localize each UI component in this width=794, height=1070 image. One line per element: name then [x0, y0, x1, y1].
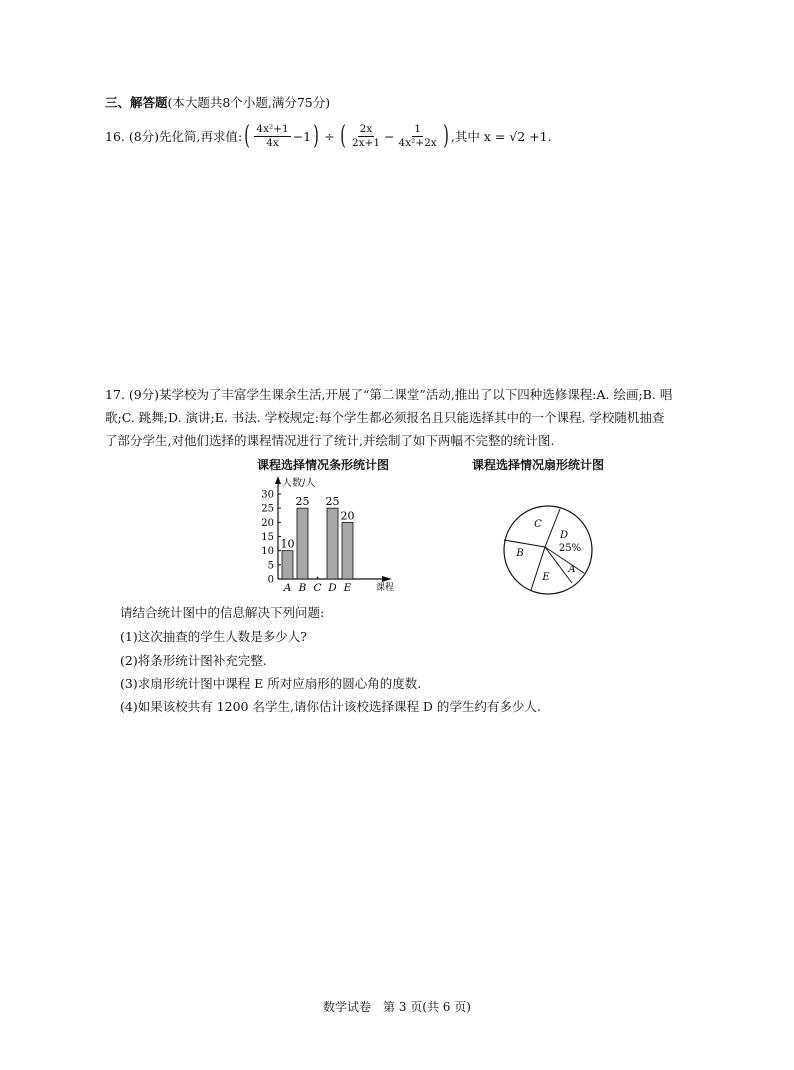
page-footer: 数学试卷 第 3 页(共 6 页) [323, 1000, 471, 1014]
bar-data-label-A: 10 [280, 537, 295, 551]
section-heading [105, 93, 330, 111]
bar-data-label-B: 25 [295, 495, 310, 509]
bar-chart-title: 课程选择情况条形统计图 [257, 458, 390, 472]
question-16: 16. (8分)先化简,再求值: ( $\frac{\text{4x²+1}}{4x}$ −1 ) ÷ ( $\frac{2x}{2x+1}$ − $\frac{1}{\text{4x²+2x}}$ ) ,其中 x = √2 +1. [105, 121, 552, 151]
q17-sub-1: (1)这次抽查的学生人数是多少人? [120, 629, 307, 644]
q16-label: 16. (8分)先化简,再求值: [105, 129, 243, 144]
q16-fraction-2 [350, 123, 382, 150]
q16-frac3-den: 4x²+2x [398, 136, 437, 149]
x-tick-label-B: B [298, 582, 307, 594]
bar-A [282, 551, 293, 579]
q17-line-3: 了部分学生,对他们选择的课程情况进行了统计,并绘制了如下两幅不完整的统计图. [105, 433, 555, 448]
pie-chart-title: 课程选择情况扇形统计图 [472, 458, 605, 472]
q16-fraction-3 [397, 123, 439, 150]
q17-line-2: 歌;C. 跳舞;D. 演讲;E. 书法. 学校规定:每个学生都必须报名且只能选择其中的一个课程. 学校随机抽查 [105, 410, 665, 425]
bar-chart [240, 472, 420, 597]
section-note: (本大题共8个小题,满分75分) [167, 95, 331, 110]
y-tick-label: 5 [267, 560, 274, 572]
bar-D [327, 508, 338, 579]
pie-label-C: C [534, 519, 542, 530]
q17-line-1: 17. (9分)某学校为了丰富学生课余生活,开展了“第二课堂”活动,推出了以下四种选修课程:A. 绘画;B. 唱 [105, 387, 673, 402]
x-tick-label-E: E [343, 582, 352, 594]
pie-label-E: E [542, 572, 550, 583]
q17-sub-2: (2)将条形统计图补充完整. [120, 653, 267, 668]
pie-label-B: B [516, 548, 524, 559]
q16-div: ÷ [324, 128, 335, 144]
q16-minus-one: −1 [292, 128, 312, 144]
bar-B [297, 508, 308, 579]
q16-frac2-num: 2x [359, 122, 373, 135]
question-17 [105, 383, 755, 452]
q16-frac1-den: 4x [266, 136, 279, 149]
x-tick-label-A: A [283, 582, 292, 594]
x-tick-label-D: D [328, 582, 337, 594]
q17-sub-3: (3)求扇形统计图中课程 E 所对应扇形的圆心角的度数. [120, 676, 422, 691]
x-axis-label: 课程 [376, 583, 395, 593]
bar-data-label-D: 25 [325, 495, 340, 509]
bar-missing-marker-C [317, 577, 319, 579]
bar-E [342, 522, 353, 579]
pie-label-D: D [559, 530, 569, 541]
pie-divider [504, 540, 545, 547]
q16-fraction-1 [254, 123, 290, 150]
q16-frac3-num: 1 [414, 122, 421, 135]
q17-prompt: 请结合统计图中的信息解决下列问题: [120, 605, 325, 620]
x-axis-arrow [382, 576, 392, 582]
bar-data-label-E: 20 [340, 509, 355, 523]
pie-chart [498, 500, 598, 600]
q16-condition: ,其中 x = √2 +1. [450, 129, 552, 144]
y-tick-label: 30 [261, 489, 274, 501]
section-title: 三、解答题 [105, 95, 168, 110]
q17-sub-4: (4)如果该校共有 1200 名学生,请你估计该校选择课程 D 的学生约有多少人. [120, 699, 541, 714]
q16-frac1-num: 4x²+1 [256, 122, 289, 135]
pie-label-A: A [568, 564, 576, 575]
y-tick-label: 0 [267, 574, 274, 586]
y-axis-label: 人数/人 [282, 478, 316, 489]
q16-minus: − [384, 128, 395, 144]
y-tick-label: 15 [261, 532, 274, 543]
q16-frac2-den: 2x+1 [351, 136, 381, 149]
pie-divider [531, 547, 545, 590]
pie-divider [545, 509, 560, 547]
pie-annotation-D: 25% [558, 543, 582, 554]
x-tick-label-C: C [313, 582, 322, 594]
y-axis-arrow [275, 476, 281, 484]
y-tick-label: 25 [261, 503, 274, 515]
y-tick-label: 20 [261, 517, 274, 529]
y-tick-label: 10 [261, 546, 274, 558]
